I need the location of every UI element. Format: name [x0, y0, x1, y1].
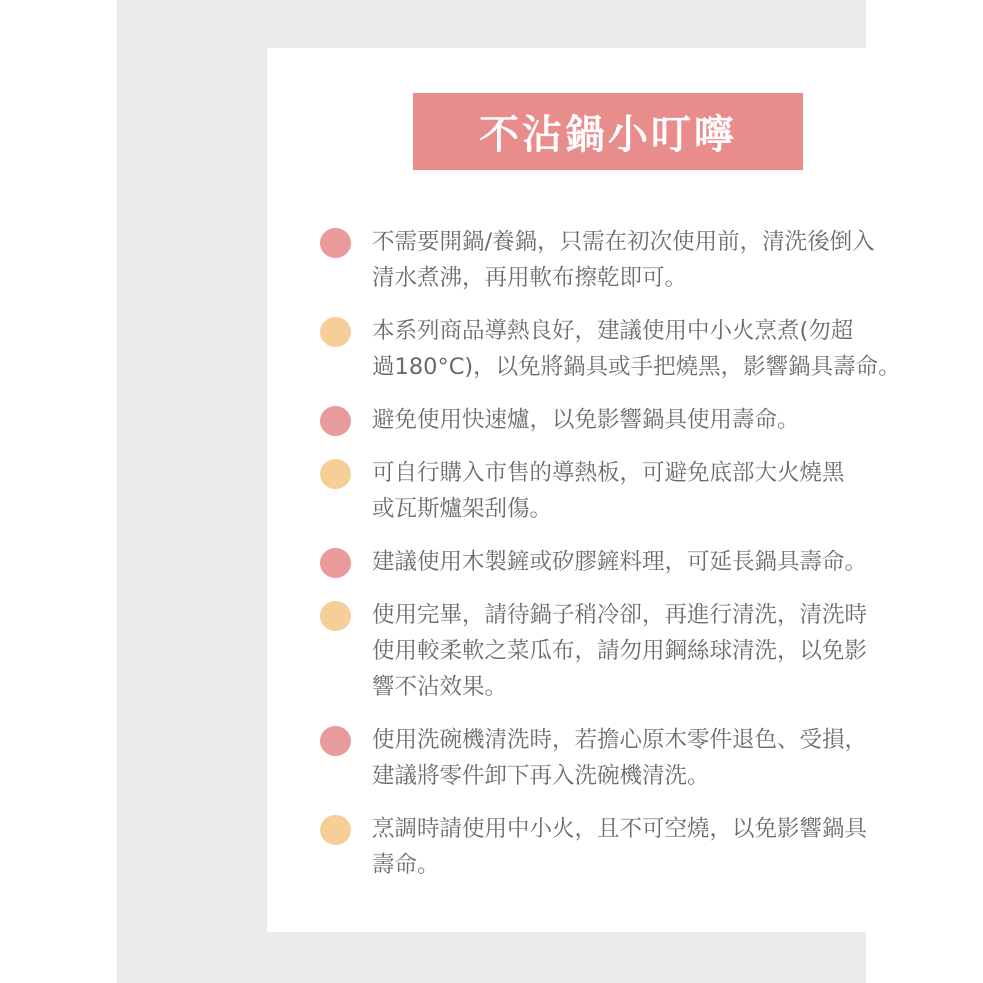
bullet-dot-icon [320, 459, 351, 489]
page-title: 不沾鍋小叮嚀 [479, 111, 737, 158]
background-panel [117, 0, 901, 983]
bullet-dot-icon [320, 548, 351, 578]
tip-text-line: 響不沾效果。 [372, 674, 508, 700]
notice-card [267, 48, 950, 932]
tip-text-line: 使用較柔軟之菜瓜布，請勿用鋼絲球清洗，以免影 [372, 638, 868, 664]
list-item [319, 313, 939, 385]
bullet-dot-icon [320, 317, 351, 347]
tip-text-line: 可自行購入市售的導熱板，可避免底部大火燒黑 [372, 460, 845, 486]
list-item [319, 455, 939, 527]
list-item [319, 722, 939, 794]
tip-text-line: 烹調時請使用中小火，且不可空燒，以免影響鍋具 [372, 816, 868, 842]
tip-text-line: 不需要開鍋/養鍋，只需在初次使用前，清洗後倒入 [372, 229, 875, 255]
tip-text-line: 清水煮沸，再用軟布擦乾即可。 [372, 265, 688, 291]
list-item [319, 811, 939, 883]
bullet-dot-icon [320, 601, 351, 631]
list-item [319, 597, 939, 705]
list-item [319, 402, 939, 438]
list-item [319, 544, 939, 580]
tip-text-line: 建議將零件卸下再入洗碗機清洗。 [372, 763, 710, 789]
tip-text-line: 使用完畢，請待鍋子稍冷卻，再進行清洗，清洗時 [372, 602, 868, 628]
bullet-dot-icon [320, 815, 351, 845]
tip-text-line: 壽命。 [372, 852, 440, 878]
tip-text-line: 避免使用快速爐，以免影響鍋具使用壽命。 [372, 407, 800, 433]
tip-text-line: 過180°C)，以免將鍋具或手把燒黑，影響鍋具壽命。 [372, 354, 901, 380]
bullet-dot-icon [320, 406, 351, 436]
bullet-dot-icon [320, 726, 351, 756]
tip-text-line: 或瓦斯爐架刮傷。 [372, 496, 553, 522]
bullet-dot-icon [320, 228, 351, 258]
title-banner [413, 93, 803, 170]
list-item [319, 224, 939, 296]
tips-list [319, 224, 939, 900]
tip-text-line: 建議使用木製鏟或矽膠鏟料理，可延長鍋具壽命。 [372, 549, 868, 575]
tip-text-line: 本系列商品導熱良好，建議使用中小火烹煮(勿超 [372, 318, 854, 344]
tip-text-line: 使用洗碗機清洗時，若擔心原木零件退色、受損， [372, 727, 868, 753]
